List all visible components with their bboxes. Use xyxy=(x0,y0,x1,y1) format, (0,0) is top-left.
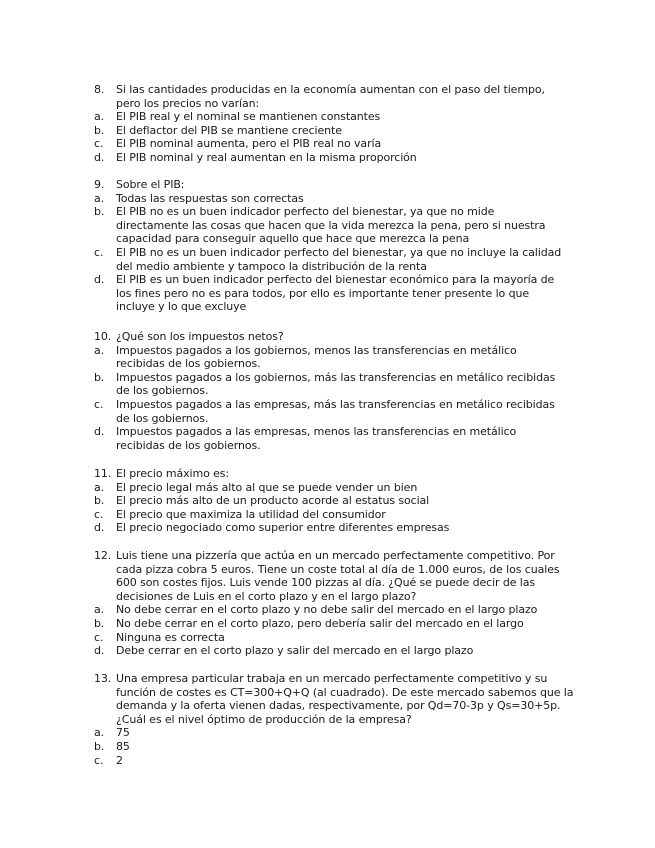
answer-option-line-text: El precio que maximiza la utilidad del consumidor xyxy=(116,507,386,521)
answer-option-line-text: El PIB real y el nominal se mantienen constantes xyxy=(116,110,381,124)
answer-option-line-marker: b. xyxy=(94,740,105,753)
answer-option-line-text: los fines pero no es para todos, por ello es importante tener presente lo que xyxy=(116,286,529,300)
question-stem-line-text: 600 son costes fijos. Luis vende 100 pizzas al día. ¿Qué se puede decir de las xyxy=(116,576,536,590)
answer-option-line-text: El PIB nominal y real aumentan en la misma proporción xyxy=(116,151,417,164)
answer-option-line-text: El PIB es un buen indicador perfecto del bienestar económico para la mayoría de xyxy=(116,273,555,287)
answer-option-line-marker: c. xyxy=(94,137,104,151)
answer-option-line-marker: a. xyxy=(94,191,105,205)
answer-option-line-marker: a. xyxy=(94,343,105,357)
answer-option-line-text: Impuestos pagados a las empresas, más las transferencias en metálico recibidas xyxy=(116,398,555,411)
question-stem-line-text: Luis tiene una pizzería que actúa en un mercado perfectamente competitivo. Por xyxy=(116,549,555,562)
answer-option-line-text: Impuestos pagados a los gobiernos, menos las transferencias en metálico xyxy=(116,343,517,357)
answer-option-line-text: El deflactor del PIB se mantiene creciente xyxy=(116,123,342,137)
answer-option-line-text: El precio legal más alto al que se puede vender un bien xyxy=(116,480,418,494)
answer-option-line-text: Todas las respuestas son correctas xyxy=(116,191,304,205)
answer-option-line-text: No debe cerrar en el corto plazo, pero debería salir del mercado en el largo xyxy=(116,617,524,630)
question-stem-line-text: Una empresa particular trabaja en un mercado perfectamente competitivo y su xyxy=(116,672,548,685)
answer-option-line-marker: a. xyxy=(94,480,105,494)
answer-option-line-marker: d. xyxy=(94,521,105,535)
answer-option-line-text: de los gobiernos. xyxy=(116,411,209,425)
answer-option-line-text: 85 xyxy=(116,740,130,753)
question-stem-line-text: Si las cantidades producidas en la economía aumentan con el paso del tiempo, xyxy=(116,83,545,96)
question-stem-line-marker: 8. xyxy=(94,83,105,96)
question-stem-line-text: función de costes es CT=300+Q+Q (al cuadrado). De este mercado sabemos que la xyxy=(116,685,574,699)
answer-option-line-text: recibidas de los gobiernos. xyxy=(116,438,261,452)
answer-option-line-text: recibidas de los gobiernos. xyxy=(116,357,261,371)
answer-option-line-marker: a. xyxy=(94,110,105,124)
answer-option-line-text: incluye y lo que excluye xyxy=(116,300,247,314)
question-stem-line-text: ¿Qué son los impuestos netos? xyxy=(116,330,284,343)
answer-option-line-marker: c. xyxy=(94,753,104,767)
question-stem-line-text: demanda y la oferta vienen dadas, respectivamente, por Qd=70-3p y Qs=30+5p. xyxy=(116,699,561,713)
answer-option-line-text: El precio negociado como superior entre diferentes empresas xyxy=(116,521,450,535)
answer-option-line-text: de los gobiernos. xyxy=(116,384,209,398)
answer-option-line-text: 75 xyxy=(116,726,130,740)
answer-option-line-text: Impuestos pagados a las empresas, menos las transferencias en metálico xyxy=(116,425,517,439)
answer-option-line-text: No debe cerrar en el corto plazo y no debe salir del mercado en el largo plazo xyxy=(116,603,538,617)
answer-option-line-marker: a. xyxy=(94,603,105,617)
question-stem-line-marker: 9. xyxy=(94,178,105,191)
answer-option-line-text: El PIB no es un buen indicador perfecto del bienestar, ya que no mide xyxy=(116,205,495,219)
answer-option-line-marker: b. xyxy=(94,494,105,508)
answer-option-line-marker: d. xyxy=(94,151,105,164)
answer-option-line-marker: b. xyxy=(94,617,105,630)
answer-option-line-text: Debe cerrar en el corto plazo y salir del mercado en el largo plazo xyxy=(116,644,474,658)
question-stem-line-marker: 10. xyxy=(94,330,112,343)
question-stem-line-text: El precio máximo es: xyxy=(116,467,230,480)
answer-option-line-marker: d. xyxy=(94,425,105,439)
answer-option-line-marker: d. xyxy=(94,644,105,658)
answer-option-line-marker: b. xyxy=(94,123,105,137)
answer-option-line-marker: c. xyxy=(94,630,104,644)
question-stem-line-marker: 13. xyxy=(94,672,112,685)
answer-option-line-marker: c. xyxy=(94,507,104,521)
answer-option-line-marker: a. xyxy=(94,726,105,740)
question-stem-line-text: pero los precios no varían: xyxy=(116,96,260,110)
answer-option-line-text: 2 xyxy=(116,753,123,767)
answer-option-line-text: capacidad para conseguir aquello que hace que merezca la pena xyxy=(116,232,470,246)
answer-option-line-marker: c. xyxy=(94,398,104,411)
question-stem-line-marker: 11. xyxy=(94,467,112,480)
question-stem-line-text: cada pizza cobra 5 euros. Tiene un coste total al día de 1.000 euros, de los cuales xyxy=(116,562,560,576)
answer-option-line-text: El PIB nominal aumenta, pero el PIB real no varía xyxy=(116,137,382,151)
answer-option-line-text: Ninguna es correcta xyxy=(116,630,225,644)
question-stem-line-text: decisiones de Luis en el corto plazo y en el largo plazo? xyxy=(116,589,417,603)
answer-option-line-marker: d. xyxy=(94,273,105,287)
answer-option-line-text: Impuestos pagados a los gobiernos, más las transferencias en metálico recibidas xyxy=(116,370,556,384)
answer-option-line-text: El precio más alto de un producto acorde al estatus social xyxy=(116,494,430,508)
answer-option-line-text: El PIB no es un buen indicador perfecto del bienestar, ya que no incluye la calidad xyxy=(116,246,562,259)
answer-option-line-marker: b. xyxy=(94,205,105,219)
answer-option-line-text: del medio ambiente y tampoco la distribución de la renta xyxy=(116,259,427,273)
question-stem-line-marker: 12. xyxy=(94,549,112,562)
answer-option-line-marker: c. xyxy=(94,246,104,259)
question-stem-line-text: ¿Cuál es el nivel óptimo de producción de la empresa? xyxy=(116,712,412,726)
answer-option-line-text: directamente las cosas que hacen que la vida merezca la pena, pero si nuestra xyxy=(116,218,546,232)
answer-option-line-marker: b. xyxy=(94,370,105,384)
question-stem-line-text: Sobre el PIB: xyxy=(116,178,185,191)
